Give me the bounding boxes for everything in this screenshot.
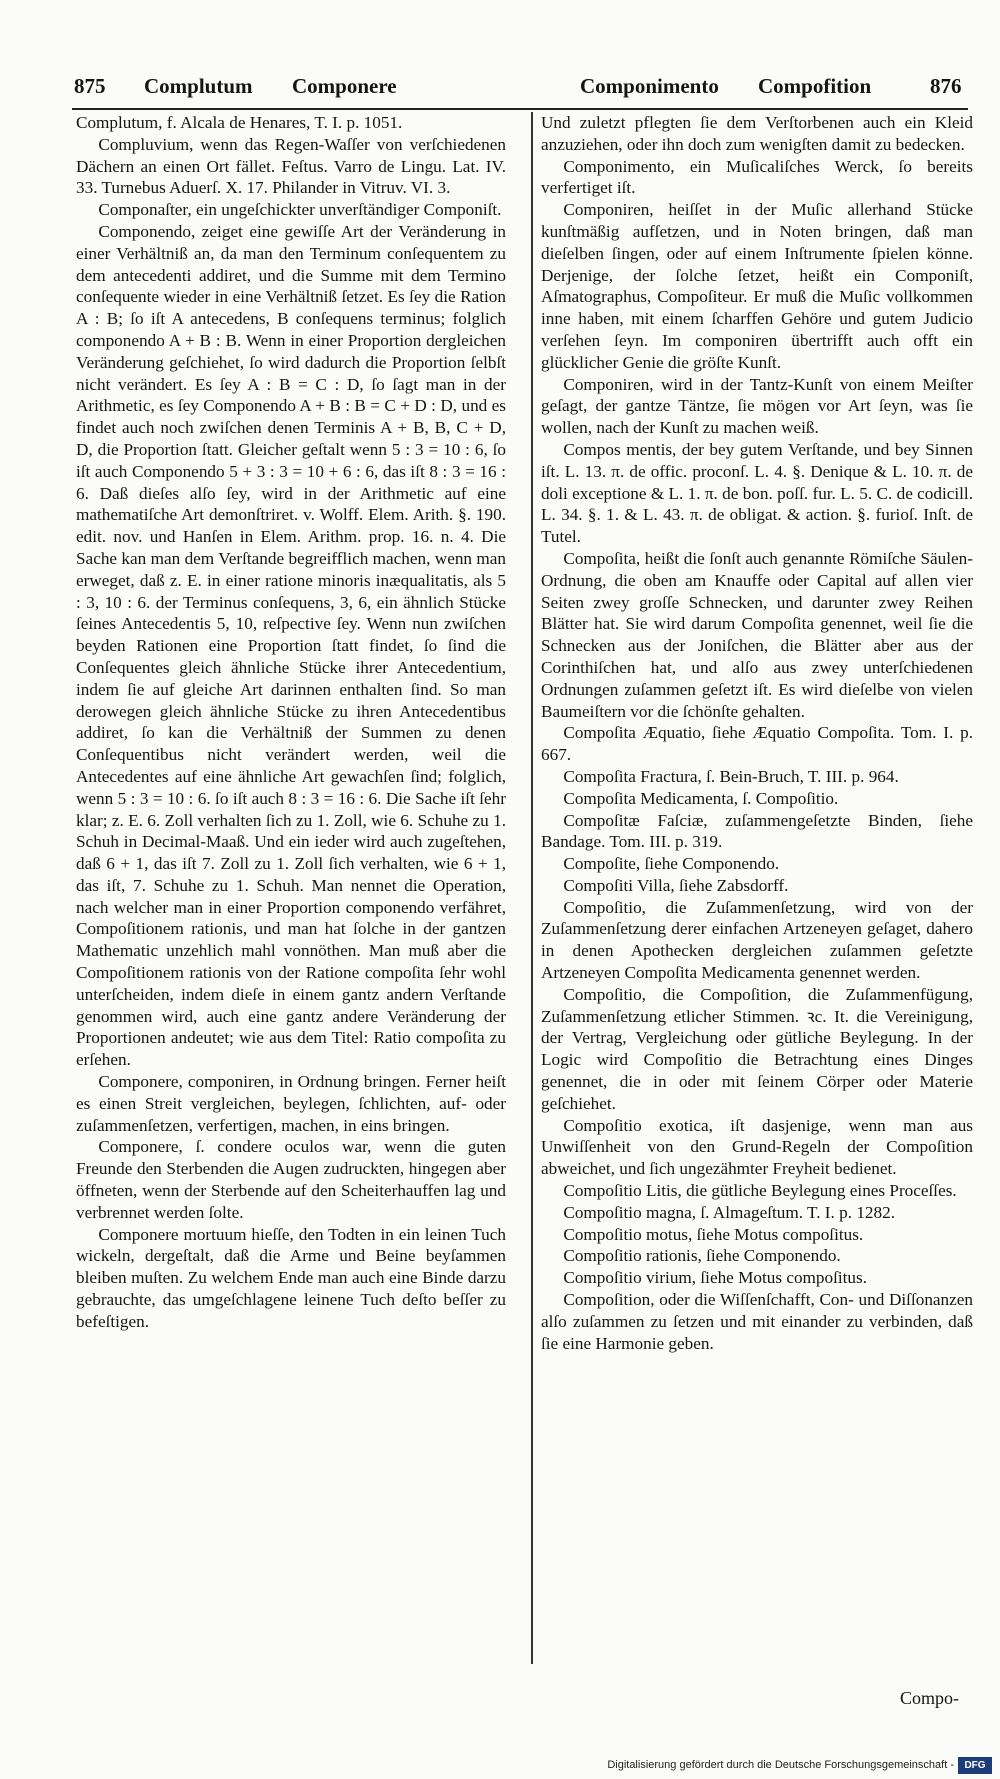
entry-paragraph: Compoſitio, die Zuſammenſetzung, wird von der Zuſammenſetzung derer einfachen Artzeneyen geſaget, dahero in denen Apothecken dergleichen zuſammen geſetzte Artzeneyen Compoſita Medicamenta genennet werden. bbox=[541, 897, 973, 983]
left-column bbox=[76, 112, 506, 1712]
entry-paragraph: Componere, componiren, in Ordnung bringen. Ferner heiſt es einen Streit vergleichen, beylegen, ſchlichten, auf- oder zuſammenſetzen, verfertigen, machen, in eins bringen. bbox=[76, 1072, 506, 1135]
digitization-footer bbox=[0, 1756, 1000, 1779]
dfg-logo-icon: DFG bbox=[958, 1757, 992, 1774]
entry-paragraph: Compoſitio magna, ſ. Almageſtum. T. I. p. 1282. bbox=[563, 1202, 895, 1222]
entry-paragraph: Compoſite, ſiehe Componendo. bbox=[563, 854, 780, 874]
column-divider bbox=[531, 112, 533, 1664]
page-header bbox=[70, 72, 970, 108]
entry-paragraph: Componiren, wird in der Tantz-Kunſt von einem Meiſter geſagt, der gantze Täntze, ſie mögen vor Art ſeyn, was ſie wollen, nach der Kunſt zu machen weiß. bbox=[541, 374, 973, 438]
header-rule bbox=[72, 108, 968, 110]
entry-paragraph: Componaſter, ein ungeſchickter unverſtändiger Componiſt. bbox=[98, 200, 502, 220]
entry-paragraph: Compoſita Fractura, ſ. Bein-Bruch, T. III. p. 964. bbox=[563, 766, 899, 786]
running-head-right-1: Componimento bbox=[580, 74, 719, 98]
running-head-right-2: Compofition bbox=[758, 74, 872, 98]
entry-paragraph: Compoſita, heißt die ſonſt auch genannte Römiſche Säulen-Ordnung, die oben am Knauffe oder Capital auf allen vier Seiten zwey groſſe Schnecken, und darunter zwey Reihen Blätter hat. Sie wird darum Compoſita genennet, weil ſie die Schnecken aus der Joniſchen, die Blätter aber aus der Corinthiſchen hat, und alſo aus zwey unterſchiedenen Ordnungen zuſammen geſetzt iſt. Es wird dieſelbe von vielen Baumeiſtern vor die ſchönſte gehalten. bbox=[541, 548, 973, 721]
entry-paragraph: Compoſition, oder die Wiſſenſchafft, Con- und Diſſonanzen alſo zuſammen zu ſetzen und mit einander zu verbinden, daß ſie eine Harmonie geben. bbox=[541, 1290, 973, 1353]
entry-paragraph: Compoſita Æquatio, ſiehe Æquatio Compoſita. Tom. I. p. 667. bbox=[541, 723, 973, 765]
right-column bbox=[541, 112, 973, 1712]
entry-paragraph: Compoſitio, die Compoſition, die Zuſammenfügung, Zuſammenſetzung etlicher Stimmen. ꝛc. It. die Vereinigung, der Vertrag, Vergleichung oder gütliche Beylegung. In der Logic wird Compoſitio die Betrachtung eines Dinges genennet, die in oder mit ſeinem Cörper oder Materie geſchiehet. bbox=[541, 984, 973, 1113]
entry-paragraph: Compoſitio Litis, die gütliche Beylegung eines Proceſſes. bbox=[563, 1181, 957, 1201]
entry-paragraph: Componendo, zeiget eine gewiſſe Art der Veränderung in einer Verhältniß an, da man den Terminum conſequentem zu dem antecedenti addiret, und die Summe mit dem Termino conſequente wieder in eine Verhältniß ſetzet. Es ſey die Ration A : B; ſo iſt A antecedens, B conſequens terminus; folglich componendo A + B : B. Wenn in einer Proportion dergleichen Veränderung geſchiehet, ſo wird dadurch die Proportion ſelbſt nicht verändert. Es ſey A : B = C : D, ſo ſagt man in der Arithmetic, es ſey Componendo A + B : B = C + D : D, und es findet auch noch zwiſchen denen Terminis A + B, B, C + D, D, die Proportion ſtatt. Gleicher geſtalt wenn 5 : 3 = 10 : 6, ſo iſt auch Componendo 5 + 3 : 3 = 10 + 6 : 6, das iſt 8 : 3 = 16 : 6. Daß dieſes alſo ſey, wird in der Arithmetic auf eine mathematiſche Art demonſtriret. v. Wolff. Elem. Arith. §. 190. edit. nov. und Hanſen in Elem. Arithm. prop. 16. n. 4. Die Sache kan man dem Verſtande begreifflich machen, wenn man erweget, daß z. E. in einer ratione minoris inæqualitatis, als 5 : 3, 10 : 6. der Terminus conſequens, 3, 6, ein ähnlich Stücke ſeines Antecedentis 5, 10, reſpective ſey. Wenn nun zwiſchen beyden Rationen eine Proportion ſtatt findet, ſo ſind die Conſequentes gleich ähnliche Stücke ihrer Antecedentium, indem ſie auf gleiche Art darinnen enthalten ſind. So man derowegen gleich ähnliche Stücke zu ihren Antecedentibus addiret, ſo kan die Verhältniß der Summen zu denen Conſequentibus nicht verändert werden, weil die Antecedentes auf eine ähnliche Art gewachſen ſind; folglich, wenn 5 : 3 = 10 : 6. ſo iſt auch 8 : 3 = 16 : 6. Die Sache iſt ſehr klar; z. E. 6. Zoll verhalten ſich zu 1. Zoll, wie 6. Schuhe zu 1. Schuh in Decimal-Maaß. Und ein ieder wird auch zugeſtehen, daß 6 + 1, das iſt 7. Zoll zu 1. Zoll ſich verhalten, wie 6 + 1, das iſt, 7. Schuhe zu 1. Schuh. Man nennet die Operation, nach welcher man in einer Proportion componendo verfähret, Compoſitionem rationis, und man hat ſolche in der gantzen Mathematic unzehlich mahl vonnöthen. Man muß aber die Compoſitionem rationis von der Ratione compoſita ſehr wohl unterſcheiden, indem dieſe in einem gantz andern Verſtande genommen wird, auch eine gantz andere Veränderung der Proportionen andeutet; wie aus dem Titel: Ratio compoſita zu erſehen. bbox=[76, 221, 506, 1070]
entry-paragraph: Complutum, f. Alcala de Henares, T. I. p. 1051. bbox=[76, 113, 403, 132]
entry-paragraph: Compos mentis, der bey gutem Verſtande, und bey Sinnen iſt. L. 13. π. de offic. proconſ. L. 4. §. Denique & L. 10. π. de doli exceptione & L. 1. π. de bon. poſſ. fur. L. 5. C. de codicill. L. 34. §. 1. & L. 43. π. de obligat. & action. §. furioſ. Inſt. de Tutel. bbox=[541, 439, 973, 547]
page-number-right: 876 bbox=[930, 74, 962, 98]
entry-paragraph: Compoſita Medicamenta, ſ. Compoſitio. bbox=[563, 788, 839, 808]
entry-paragraph: Compoſiti Villa, ſiehe Zabsdorff. bbox=[563, 875, 789, 895]
entry-paragraph: Compoſitæ Faſciæ, zuſammengeſetzte Binden, ſiehe Bandage. Tom. III. p. 319. bbox=[541, 810, 973, 852]
running-head-left-1: Complutum bbox=[144, 74, 253, 98]
entry-paragraph: Compoſitio motus, ſiehe Motus compoſitus. bbox=[563, 1224, 864, 1244]
entry-paragraph: Componere, ſ. condere oculos war, wenn die guten Freunde den Sterbenden die Augen zudruckten, hingegen aber öffneten, wenn der Sterbende auf den Scheiterhauffen lag und verbrennet werden ſolte. bbox=[76, 1137, 506, 1222]
entry-paragraph: Compoſitio virium, ſiehe Motus compoſitus. bbox=[563, 1268, 868, 1288]
entry-paragraph: Compoſitio rationis, ſiehe Componendo. bbox=[563, 1246, 841, 1266]
entry-paragraph: Compluvium, wenn das Regen-Waſſer von verſchiedenen Dächern an einen Ort fället. Feſtus. Varro de Lingu. Lat. IV. 33. Turnebus Aduerſ. X. 17. Philander in Vitruv. VI. 3. bbox=[76, 134, 506, 198]
catchword: Compo- bbox=[900, 1688, 960, 1708]
entry-paragraph: Componiren, heiſſet in der Muſic allerhand Stücke kunſtmäßig aufſetzen, und in Noten bringen, daß man dieſelben ſingen, oder auf einem Inſtrumente ſpielen könne. Derjenige, der ſolche ſetzet, heißt ein Componiſt, Aſmatographus, Compoſiteur. Er muß die Muſic vollkommen inne haben, mit einem ſcharffen Gehöre und gutem Judicio verſehen ſeyn. Im componiren übertrifft auch offt ein glücklicher Genie die gröſte Kunſt. bbox=[541, 200, 973, 372]
entry-paragraph: Und zuletzt pflegten ſie dem Verſtorbenen auch ein Kleid anzuziehen, oder ihn doch zum wenigſten damit zu bedecken. bbox=[541, 113, 973, 154]
entry-paragraph: Componimento, ein Muſicaliſches Werck, ſo bereits verfertiget iſt. bbox=[541, 156, 973, 198]
running-head-left-2: Componere bbox=[292, 74, 397, 98]
page-number-left: 875 bbox=[74, 74, 106, 98]
entry-paragraph: Componere mortuum hieſſe, den Todten in ein leinen Tuch wickeln, dergeſtalt, daß die Arme und Beine beyſammen bleiben muſten. Zu welchem Ende man auch eine Binde darzu gebrauchte, das umgeſchlagene leinene Tuch deſto beſſer zu befeſtigen. bbox=[76, 1224, 506, 1331]
footer-credit: Digitalisierung gefördert durch die Deutsche Forschungsgemeinschaft - bbox=[607, 1759, 954, 1771]
entry-paragraph: Compoſitio exotica, iſt dasjenige, wenn man aus Unwiſſenheit von den Grund-Regeln der Compoſition abweichet, und ſich ungezähmter Freyheit bedienet. bbox=[541, 1115, 973, 1179]
